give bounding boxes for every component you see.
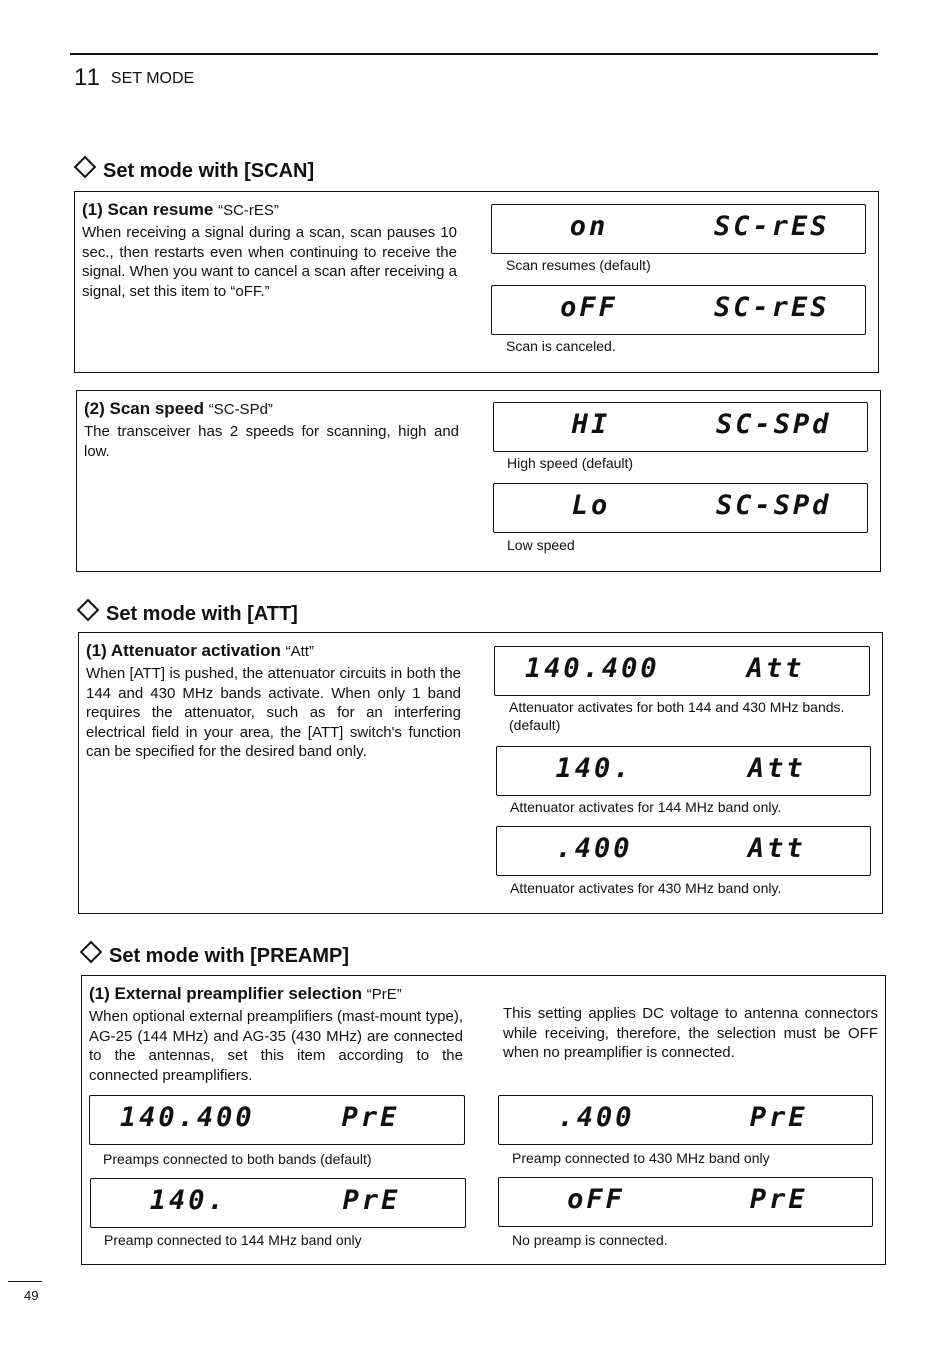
diamond-icon bbox=[77, 599, 100, 622]
lcd-preamp-both: 140.400 PrE bbox=[89, 1095, 465, 1145]
caption: Attenuator activates for 430 MHz band only. bbox=[510, 880, 782, 896]
attenuator-text: When [ATT] is pushed, the attenuator circuits in both the 144 and 430 MHz bands activate. When only 1 band requires the attenuator, such as for an interfering electrical field in your area, the [ATT] switch's function can be specified for the desired band only. bbox=[86, 665, 461, 760]
section-title-text: Set mode with [SCAN] bbox=[103, 160, 315, 182]
preamp-heading: (1) External preamplifier selection “PrE” bbox=[89, 984, 402, 1003]
caption: Preamps connected to both bands (default) bbox=[103, 1151, 372, 1167]
lcd-preamp-off: oFF PrE bbox=[498, 1177, 873, 1227]
lcd-scan-resume-off: oFF SC-rES bbox=[491, 285, 866, 335]
preamp-text-right: This setting applies DC voltage to antenna connectors while receiving, therefore, the selection must be OFF when no preamplifier is connected. bbox=[503, 1005, 878, 1061]
section-title-text: Set mode with [PREAMP] bbox=[109, 945, 350, 967]
diamond-icon bbox=[74, 156, 97, 179]
header-rule bbox=[70, 53, 878, 55]
lcd-scan-resume-on: on SC-rES bbox=[491, 204, 866, 254]
section-title-preamp bbox=[78, 944, 349, 968]
lcd-att-430: .400 Att bbox=[496, 826, 871, 876]
lcd-preamp-144: 140. PrE bbox=[90, 1178, 466, 1228]
lcd-att-144: 140. Att bbox=[496, 746, 871, 796]
caption: Preamp connected to 144 MHz band only bbox=[104, 1232, 362, 1248]
lcd-att-both: 140.400 Att bbox=[494, 646, 870, 696]
section-title-scan bbox=[72, 159, 314, 183]
chapter-header bbox=[74, 64, 194, 92]
caption: Attenuator activates for 144 MHz band only. bbox=[510, 799, 782, 815]
section-title-text: Set mode with [ATT] bbox=[106, 603, 298, 625]
scan-speed-text: The transceiver has 2 speeds for scanning, high and low. bbox=[84, 423, 459, 460]
lcd-scan-speed-lo: Lo SC-SPd bbox=[493, 483, 868, 533]
lcd-preamp-430: .400 PrE bbox=[498, 1095, 873, 1145]
section-title-att bbox=[75, 602, 298, 626]
preamp-text-left: When optional external preamplifiers (mast-mount type), AG-25 (144 MHz) and AG-35 (430 MHz) are connected to the antennas, set this item according to the connected preamplifiers. bbox=[89, 1008, 463, 1084]
caption: High speed (default) bbox=[507, 455, 634, 471]
chapter-number: 11 bbox=[74, 64, 101, 91]
diamond-icon bbox=[80, 941, 103, 964]
caption: Scan resumes (default) bbox=[506, 257, 651, 273]
footer-rule bbox=[8, 1281, 42, 1282]
lcd-scan-speed-hi: HI SC-SPd bbox=[493, 402, 868, 452]
caption: Attenuator activates for both 144 and 430 MHz bands. (default) bbox=[509, 699, 845, 733]
attenuator-heading: (1) Attenuator activation “Att” bbox=[86, 641, 314, 660]
scan-resume-heading: (1) Scan resume “SC-rES” bbox=[82, 200, 279, 219]
caption: Scan is canceled. bbox=[506, 338, 616, 354]
chapter-title: SET MODE bbox=[110, 70, 195, 87]
caption: Preamp connected to 430 MHz band only bbox=[512, 1150, 770, 1166]
caption: Low speed bbox=[507, 537, 575, 553]
scan-speed-heading: (2) Scan speed “SC-SPd” bbox=[84, 399, 273, 418]
scan-resume-text: When receiving a signal during a scan, scan pauses 10 sec., then restarts even when continuing to receive the signal. When you want to cancel a scan after receiving a signal, set this item to “oFF.” bbox=[82, 224, 457, 300]
page-number: 49 bbox=[24, 1288, 39, 1303]
caption: No preamp is connected. bbox=[512, 1232, 668, 1248]
